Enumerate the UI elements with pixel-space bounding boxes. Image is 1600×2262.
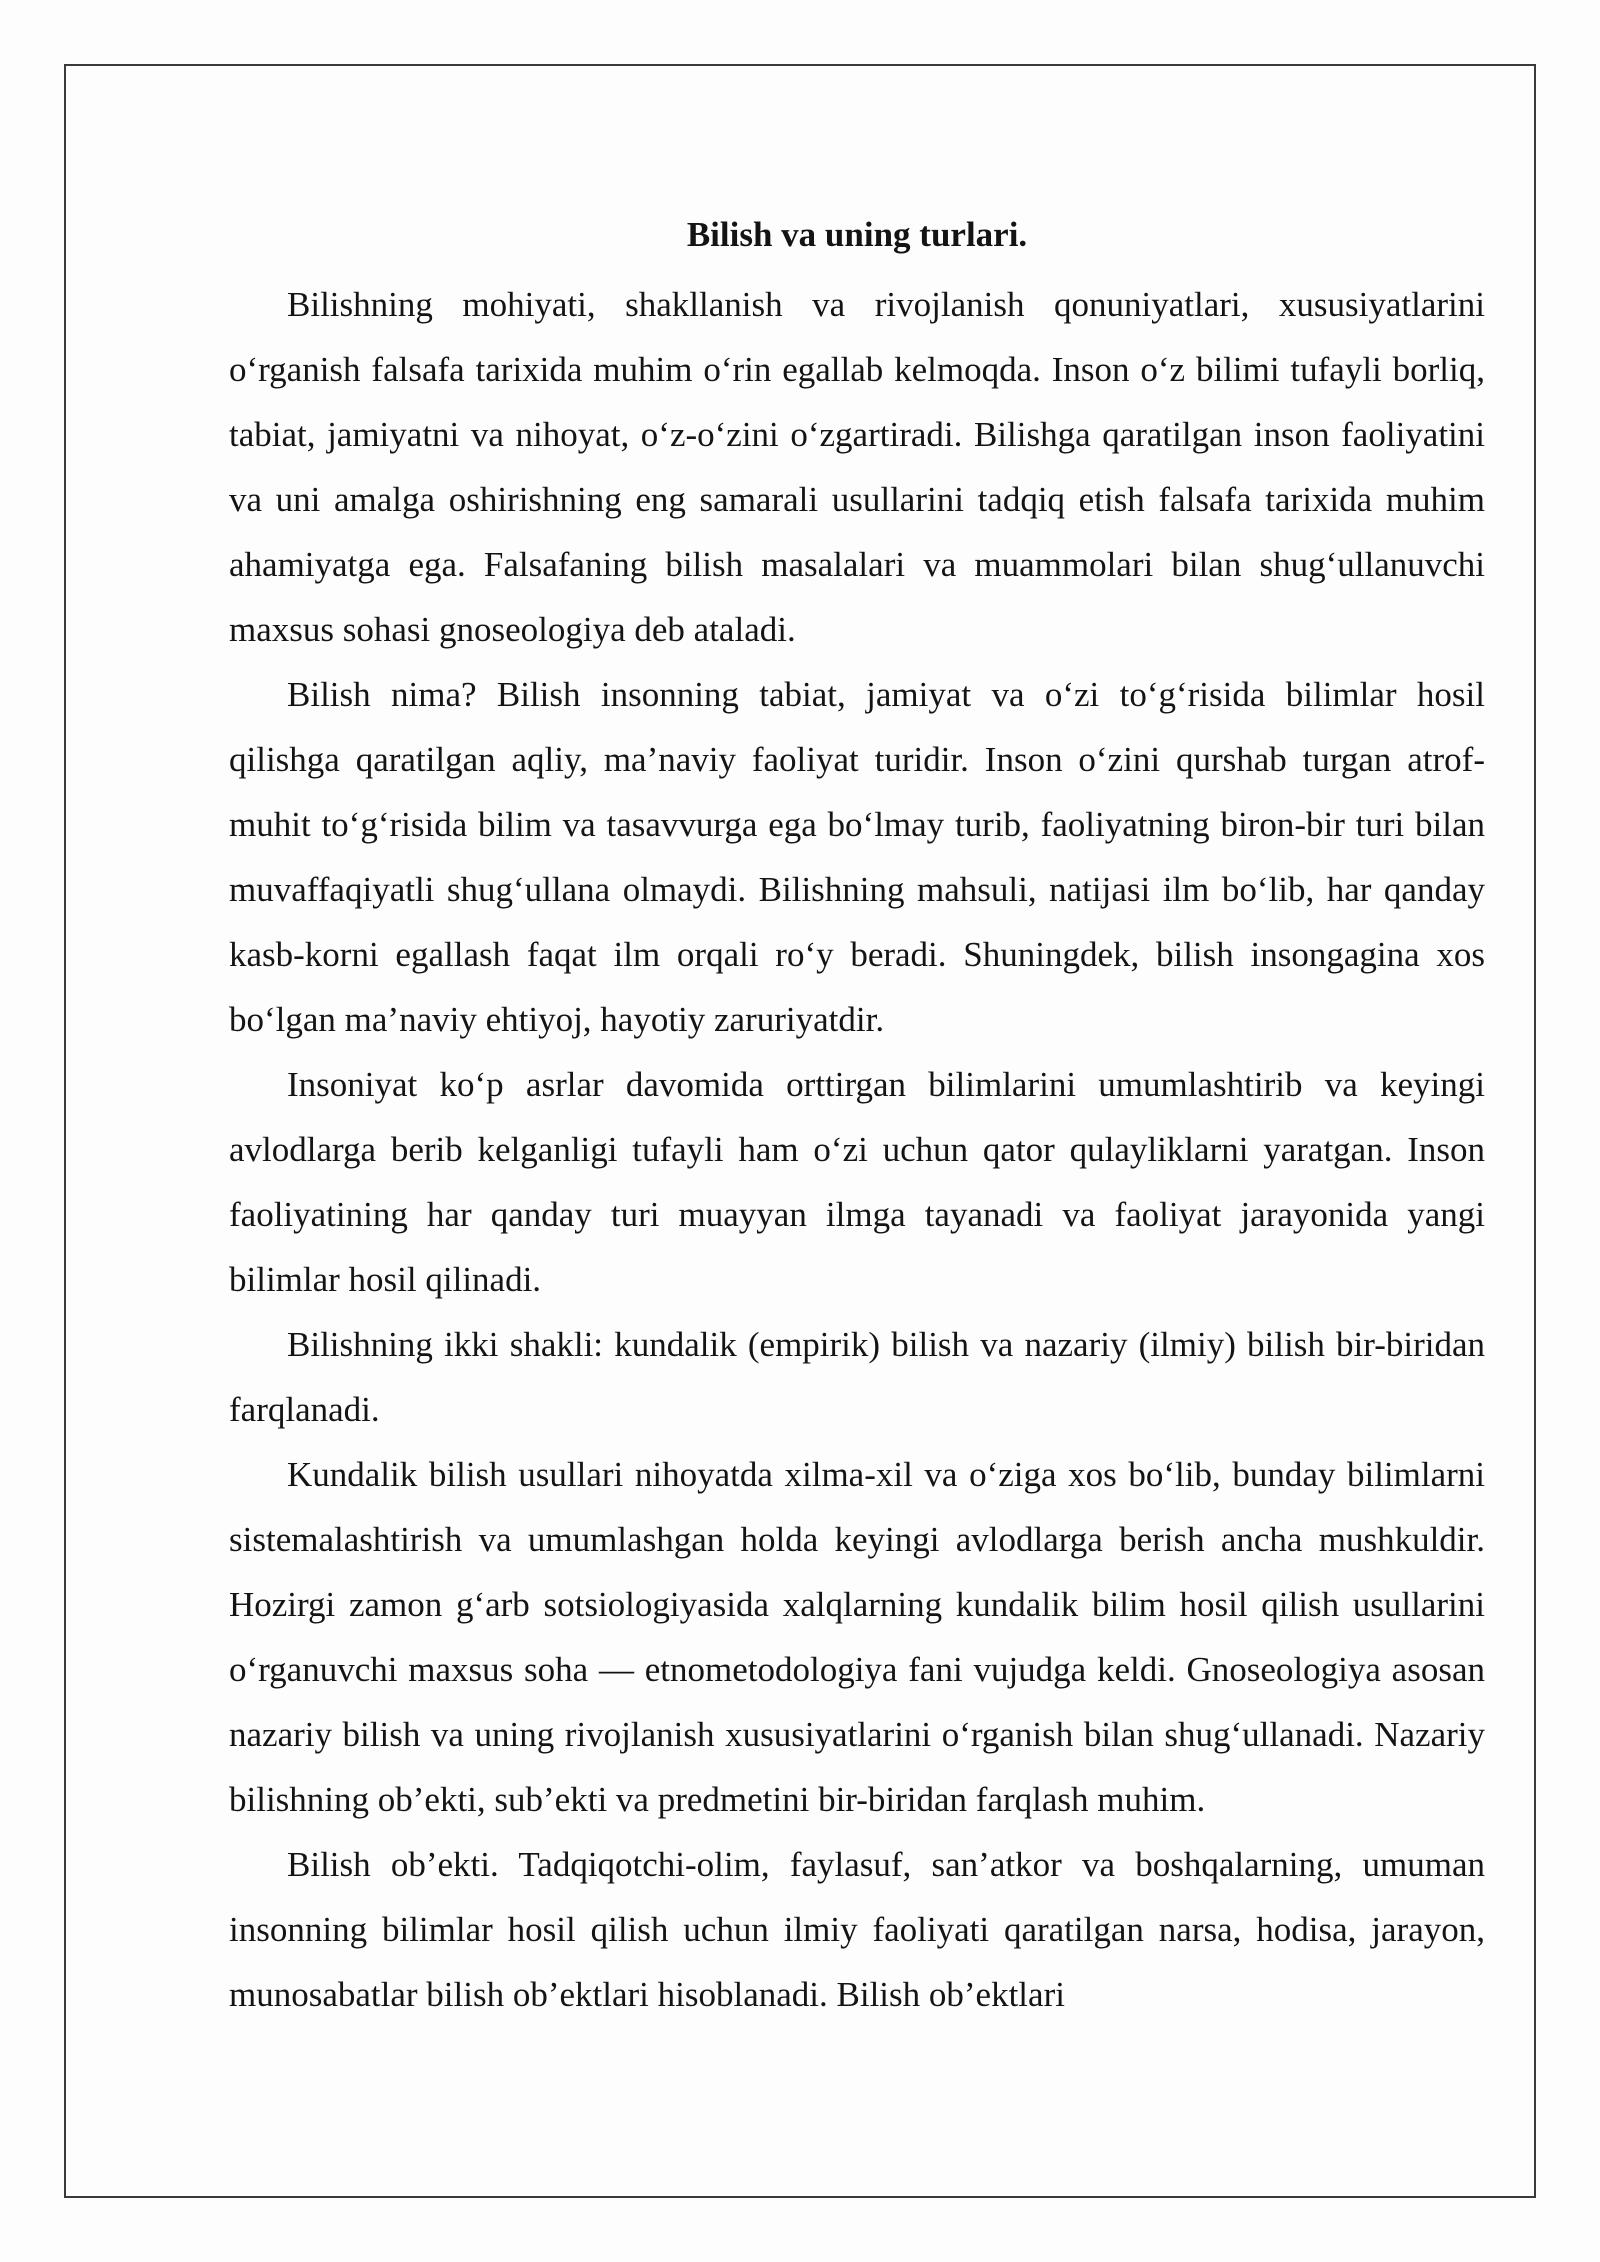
document-title: Bilish va uning turlari. xyxy=(686,215,1028,254)
paragraph-4: Bilishning ikki shakli: kundalik (empirik) bilish va nazariy (ilmiy) bilish bir-biridan farqlanadi. xyxy=(229,1325,1485,1429)
paragraph-1: Bilishning mohiyati, shakllanish va rivojlanish qonuniyatlari, xususiyatlarini o‘rganish falsafa tarixida muhim o‘rin egallab kelmoqda. Inson o‘z bilimi tufayli borliq, tabiat, jamiyatni va nihoyat, o‘z-o‘zini o‘zgartiradi. Bilishga qaratilgan inson faoliyatini va uni amalga oshirishning eng samarali usullarini tadqiq etish falsafa tarixida muhim ahamiyatga ega. Falsafaning bilish masalalari va muammolari bilan shug‘ullanuvchi maxsus sohasi gnoseologiya deb ataladi. xyxy=(229,285,1485,649)
paragraph-2: Bilish nima? Bilish insonning tabiat, jamiyat va o‘zi to‘g‘risida bilimlar hosil qilishga qaratilgan aqliy, ma’naviy faoliyat turidir. Inson o‘zini qurshab turgan atrof-muhit to‘g‘risida bilim va tasavvurga ega bo‘lmay turib, faoliyatning biron-bir turi bilan muvaffaqiyatli shug‘ullana olmaydi. Bilishning mahsuli, natijasi ilm bo‘lib, har qanday kasb-korni egallash faqat ilm orqali ro‘y beradi. Shuningdek, bilish insongagina xos bo‘lgan ma’naviy ehtiyoj, hayotiy zaruriyatdir. xyxy=(229,675,1485,1039)
paragraph-5: Kundalik bilish usullari nihoyatda xilma-xil va o‘ziga xos bo‘lib, bunday bilimlarni sistemalashtirish va umumlashgan holda keyingi avlodlarga berish ancha mushkuldir. Hozirgi zamon g‘arb sotsiologiyasida xalqlarning kundalik bilim hosil qilish usullarini o‘rganuvchi maxsus soha — etnometodologiya fani vujudga keldi. Gnoseologiya asosan nazariy bilish va uning rivojlanish xususiyatlarini o‘rganish bilan shug‘ullanadi. Nazariy bilishning ob’ekti, sub’ekti va predmetini bir-biridan farqlash muhim. xyxy=(229,1455,1485,1819)
document-body xyxy=(229,208,1485,2027)
paragraph-6: Bilish ob’ekti. Tadqiqotchi-olim, faylasuf, san’atkor va boshqalarning, umuman insonning bilimlar hosil qilish uchun ilmiy faoliyati qaratilgan narsa, hodisa, jarayon, munosabatlar bilish ob’ektlari hisoblanadi. Bilish ob’ektlari xyxy=(229,1845,1485,2014)
paragraph-3: Insoniyat ko‘p asrlar davomida orttirgan bilimlarini umumlashtirib va keyingi avlodlarga berib kelganligi tufayli ham o‘zi uchun qator qulayliklarni yaratgan. Inson faoliyatining har qanday turi muayyan ilmga tayanadi va faoliyat jarayonida yangi bilimlar hosil qilinadi. xyxy=(229,1065,1485,1299)
